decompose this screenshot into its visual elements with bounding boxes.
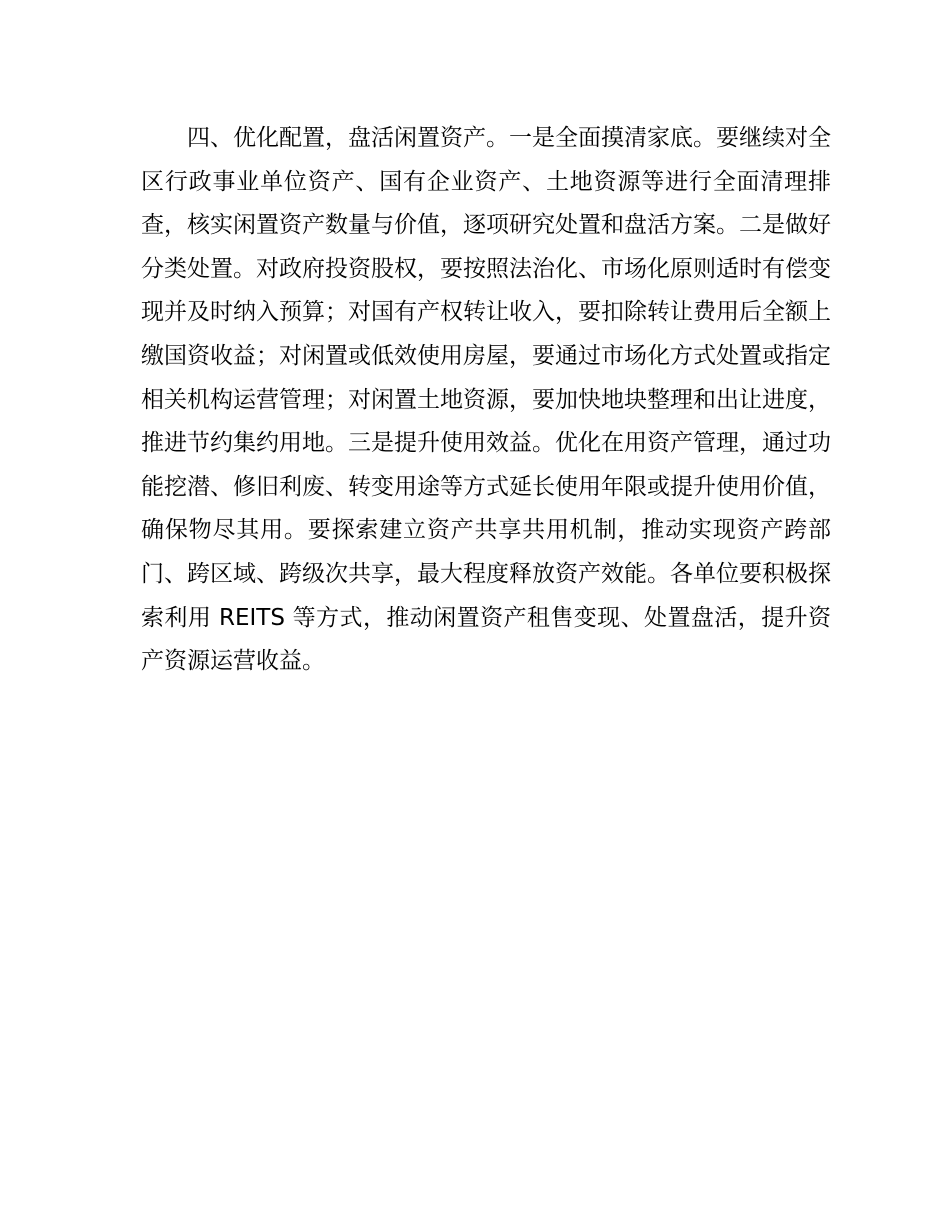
document-body — [141, 117, 831, 684]
body-paragraph: 四、优化配置，盘活闲置资产。一是全面摸清家底。要继续对全区行政事业单位资产、国有企业资产、土地资源等进行全面清理排查，核实闲置资产数量与价值，逐项研究处置和盘活方案。二是做好分类处置。对政府投资股权，要按照法治化、市场化原则适时有偿变现并及时纳入预算；对国有产权转让收入，要扣除转让费用后全额上缴国资收益；对闲置或低效使用房屋，要通过市场化方式处置或指定相关机构运营管理；对闲置土地资源，要加快地块整理和出让进度，推进节约集约用地。三是提升使用效益。优化在用资产管理，通过功能挖潜、修旧利废、转变用途等方式延长使用年限或提升使用价值，确保物尽其用。要探索建立资产共享共用机制，推动实现资产跨部门、跨区域、跨级次共享，最大程度释放资产效能。各单位要积极探索利用 REITS 等方式，推动闲置资产租售变现、处置盘活，提升资产资源运营收益。 — [141, 125, 831, 675]
